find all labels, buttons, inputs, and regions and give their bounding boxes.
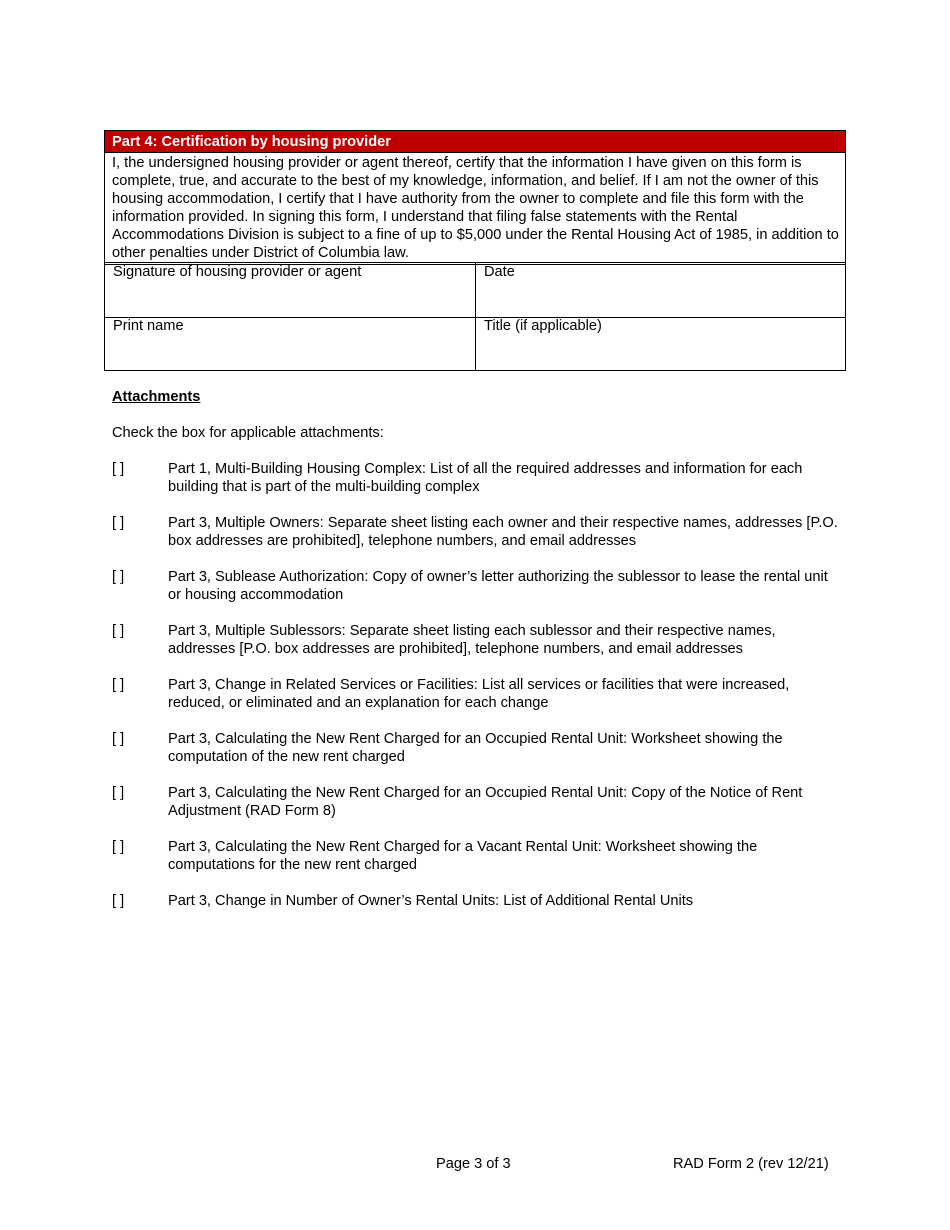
attachment-checkbox[interactable]: [ ]: [112, 839, 125, 855]
attachment-item: [112, 514, 842, 550]
attachment-item: [112, 460, 842, 496]
attachment-item: [112, 622, 842, 658]
print-name-field[interactable]: [105, 317, 476, 370]
attachment-label: Part 3, Change in Number of Owner’s Rental Units: List of Additional Rental Units: [168, 893, 694, 909]
attachment-checkbox[interactable]: [ ]: [112, 785, 125, 801]
attachment-label: Part 3, Change in Related Services or Facilities: List all services or facilities that were increased, reduced, or eliminated and an explanation for each change: [168, 677, 790, 711]
attachment-checkbox[interactable]: [ ]: [112, 623, 125, 639]
certification-section: [104, 130, 846, 265]
attachment-item: [112, 676, 842, 712]
attachment-label: Part 3, Calculating the New Rent Charged for an Occupied Rental Unit: Worksheet showing the computation of the new rent charged: [168, 731, 783, 765]
attachments-title: Attachments: [112, 389, 201, 405]
attachment-checkbox[interactable]: [ ]: [112, 515, 125, 531]
attachment-label: Part 3, Multiple Owners: Separate sheet listing each owner and their respective names, addresses [P.O. box addresses are prohibited], telephone numbers, and email addresses: [168, 515, 838, 549]
attachment-item: [112, 838, 842, 874]
title-field[interactable]: [476, 317, 845, 370]
attachment-label: Part 3, Multiple Sublessors: Separate sheet listing each sublessor and their respective names, addresses [P.O. box addresses are prohibited], telephone numbers, and email addresses: [168, 623, 776, 657]
attachment-checkbox[interactable]: [ ]: [112, 731, 125, 747]
attachment-item: [112, 784, 842, 820]
signature-field[interactable]: [105, 263, 476, 317]
attachment-checkbox[interactable]: [ ]: [112, 893, 125, 909]
attachments-list: [112, 460, 842, 928]
section-header: Part 4: Certification by housing provider: [105, 131, 845, 153]
signature-table: [104, 262, 846, 371]
print-name-label: Print name: [113, 318, 184, 334]
name-row: [105, 317, 845, 370]
certification-statement: I, the undersigned housing provider or agent thereof, certify that the information I have given on this form is complete, true, and accurate to the best of my knowledge, information, and belief. If I am not the owner of this housing accommodation, I certify that I have authority from the owner to complete and file this form with the information provided. In signing this form, I understand that filing false statements with the Rental Accommodations Division is subject to a fine of up to $5,000 under the Rental Housing Act of 1985, in addition to other penalties under District of Columbia law.: [112, 155, 839, 261]
attachments-intro: Check the box for applicable attachments:: [112, 425, 384, 441]
attachment-item: [112, 568, 842, 604]
signature-row: [105, 263, 845, 318]
title-label: Title (if applicable): [484, 318, 602, 334]
attachment-label: Part 1, Multi-Building Housing Complex: List of all the required addresses and information for each building that is part of the multi-building complex: [168, 461, 803, 495]
attachment-label: Part 3, Calculating the New Rent Charged for an Occupied Rental Unit: Copy of the Notice of Rent Adjustment (RAD Form 8): [168, 785, 803, 819]
attachment-label: Part 3, Sublease Authorization: Copy of owner’s letter authorizing the sublessor to lease the rental unit or housing accommodation: [168, 569, 828, 603]
attachment-item: [112, 730, 842, 766]
attachment-checkbox[interactable]: [ ]: [112, 677, 125, 693]
signature-label: Signature of housing provider or agent: [113, 264, 362, 280]
attachment-label: Part 3, Calculating the New Rent Charged for a Vacant Rental Unit: Worksheet showing the computations for the new rent charged: [168, 839, 758, 873]
date-field[interactable]: [476, 263, 845, 317]
attachment-item: [112, 892, 842, 910]
form-id: RAD Form 2 (rev 12/21): [673, 1156, 829, 1172]
attachment-checkbox[interactable]: [ ]: [112, 461, 125, 477]
page-number: Page 3 of 3: [436, 1156, 511, 1172]
date-label: Date: [484, 264, 515, 280]
attachment-checkbox[interactable]: [ ]: [112, 569, 125, 585]
